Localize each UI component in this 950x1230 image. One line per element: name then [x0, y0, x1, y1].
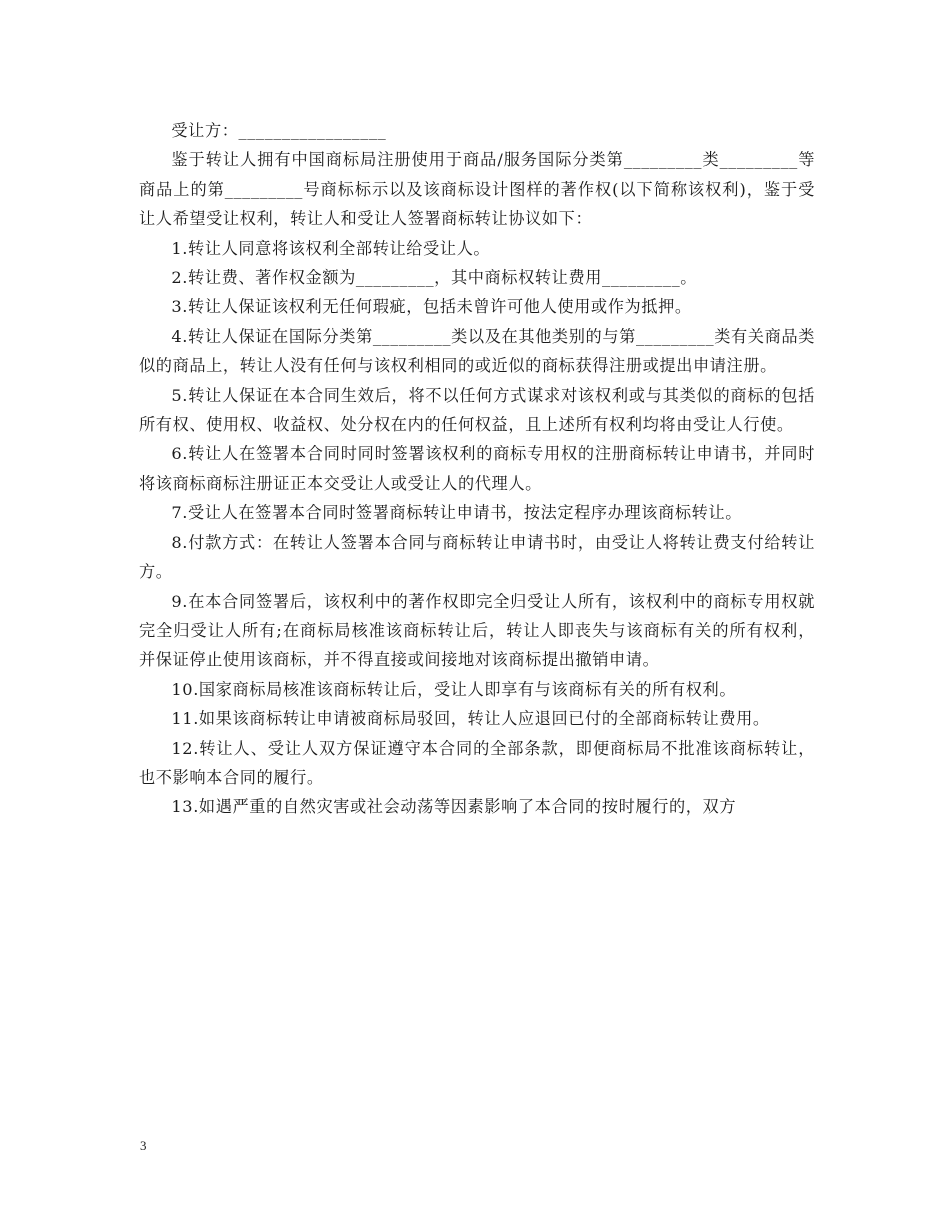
- clause-6: 6.转让人在签署本合同时同时签署该权利的商标专用权的注册商标转让申请书，并同时将该商标商标注册证正本交受让人或受让人的代理人。: [139, 444, 815, 493]
- clause-3: 3.转让人保证该权利无任何瑕疵，包括未曾许可他人使用或作为抵押。: [171, 297, 692, 317]
- clause-1: 1.转让人同意将该权利全部转让给受让人。: [171, 238, 491, 258]
- clause-5: 5.转让人保证在本合同生效后，将不以任何方式谋求对该权利或与其类似的商标的包括所有权、使用权、收益权、处分权在内的任何权益，且上述所有权利均将由受让人行使。: [139, 385, 815, 435]
- contract-body: [139, 116, 815, 822]
- clause-11: 11.如果该商标转让申请被商标局驳回，转让人应退回已付的全部商标转让费用。: [171, 709, 770, 729]
- page-number: 3: [140, 1138, 147, 1153]
- clause-13: 13.如遇严重的自然灾害或社会动荡等因素影响了本合同的按时履行的，双方: [171, 797, 737, 817]
- paragraph-preamble: 鉴于转让人拥有中国商标局注册使用于商品/服务国际分类第_________类_________等商品上的第_________号商标标示以及该商标设计图样的著作权(以下简称该权利)，鉴于受让人希望受让权利，转让人和受让人签署商标转让协议如下：: [139, 150, 815, 229]
- clause-8: 8.付款方式：在转让人签署本合同与商标转让申请书时，由受让人将转让费支付给转让方。: [139, 532, 815, 582]
- clause-2: 2.转让费、著作权金额为_________，其中商标权转让费用_________。: [171, 268, 698, 288]
- paragraph-assignee: 受让方：_________________: [171, 121, 387, 140]
- clause-12: 12.转让人、受让人双方保证遵守本合同的全部条款，即便商标局不批准该商标转让，也不影响本合同的履行。: [139, 738, 815, 787]
- clause-10: 10.国家商标局核准该商标转让后，受让人即享有与该商标有关的所有权利。: [171, 679, 737, 699]
- clause-9: 9.在本合同签署后，该权利中的著作权即完全归受让人所有，该权利中的商标专用权就完全归受让人所有;在商标局核准该商标转让后，转让人即丧失与该商标有关的所有权利，并保证停止使用该商标，并不得直接或间接地对该商标提出撤销申请。: [139, 591, 815, 670]
- clause-7: 7.受让人在签署本合同时签署商标转让申请书，按法定程序办理该商标转让。: [171, 503, 743, 523]
- clause-4: 4.转让人保证在国际分类第_________类以及在其他类别的与第_________类有关商品类似的商品上，转让人没有任何与该权利相同的或近似的商标获得注册或提出申请注册。: [139, 326, 815, 376]
